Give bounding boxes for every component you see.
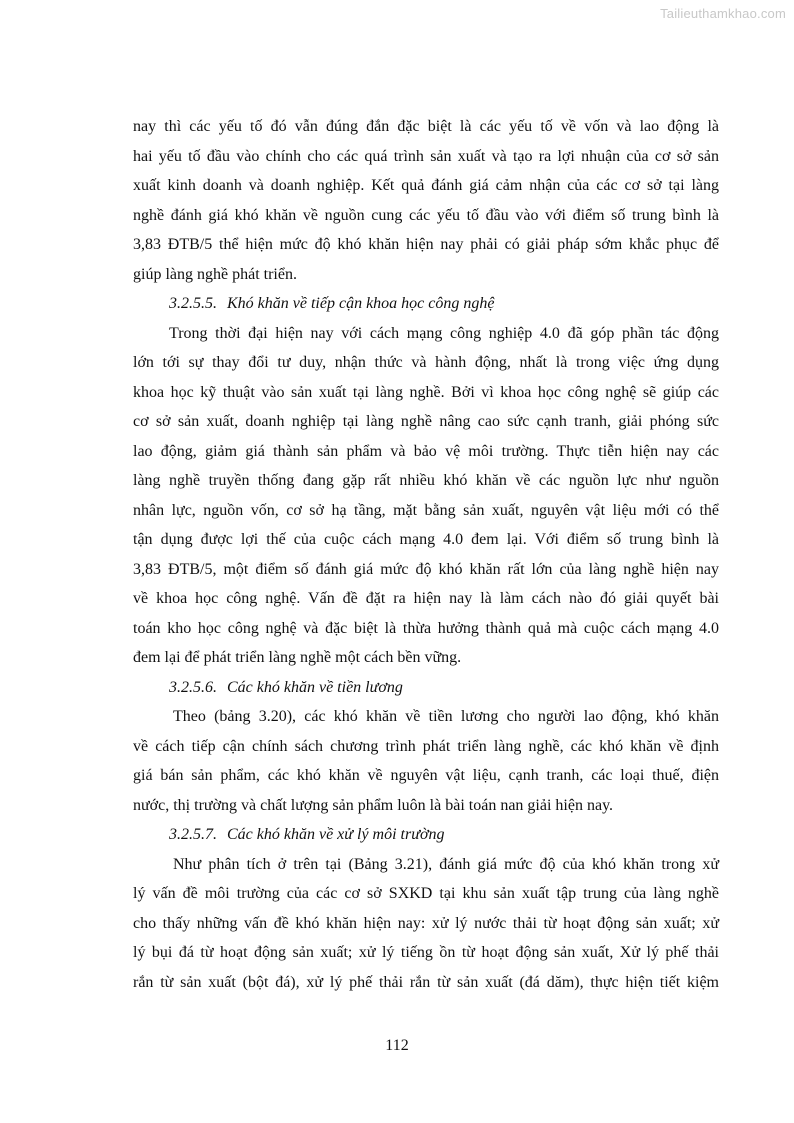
text-line: nghề đánh giá khó khăn về nguồn cung các yếu tố đầu vào với điểm số trung bình là: [133, 206, 719, 224]
document-page: [133, 112, 719, 997]
text-line: lý bụi đá từ hoạt động sản xuất; xử lý tiếng ồn từ hoạt động sản xuất, Xử lý phế thải: [133, 944, 719, 961]
text-line: khoa học kỹ thuật vào sản xuất tại làng nghề. Bởi vì khoa học công nghệ sẽ giúp các: [133, 383, 719, 401]
section-heading-3257: [133, 820, 719, 850]
section-number: 3.2.5.6.: [169, 678, 217, 696]
section-title: Các khó khăn về xử lý môi trường: [227, 826, 445, 843]
text-line: 3,83 ĐTB/5 thể hiện mức độ khó khăn hiện nay phải có giải pháp sớm khắc phục để: [133, 236, 719, 253]
text-line: nay thì các yếu tố đó vẫn đúng đắn đặc biệt là các yếu tố về vốn và lao động là: [133, 118, 719, 135]
section-title: Khó khăn về tiếp cận khoa học công nghệ: [227, 295, 495, 312]
text-line: toán kho học công nghệ và đặc biệt là thừa hưởng thành quả mà cuộc cách mạng 4.0: [133, 619, 719, 637]
page-number: 112: [385, 1037, 409, 1054]
section-title: Các khó khăn về tiền lương: [227, 678, 403, 696]
text-line: làng nghề truyền thống đang gặp rất nhiều khó khăn về các nguồn lực như nguồn: [133, 472, 719, 489]
section-number: 3.2.5.7.: [169, 826, 217, 843]
text-line: 3,83 ĐTB/5, một điểm số đánh giá mức độ khó khăn rất lớn của làng nghề hiện nay: [133, 560, 719, 578]
text-line: lao động, giảm giá thành sản phẩm và bảo vệ môi trường. Thực tiễn hiện nay các: [133, 442, 719, 460]
text-line: lý vấn đề môi trường của các cơ sở SXKD tại khu sản xuất tập trung của làng nghề: [133, 885, 719, 902]
section-3255-paragraph: [133, 319, 719, 673]
text-line: rắn từ sản xuất (bột đá), xử lý phế thải rắn từ sản xuất (đá dăm), thực hiện tiết kiệm: [133, 973, 719, 991]
section-heading-3256: [133, 673, 719, 703]
text-line: Như phân tích ở trên tại (Bảng 3.21), đánh giá mức độ của khó khăn trong xử: [173, 855, 719, 873]
section-heading-3255: [133, 289, 719, 319]
text-line: Theo (bảng 3.20), các khó khăn về tiền lương cho người lao động, khó khăn: [173, 708, 719, 725]
text-line: xuất kinh doanh và doanh nghiệp. Kết quả đánh giá cảm nhận của các cơ sở tại làng: [133, 177, 719, 194]
text-line: giúp làng nghề phát triển.: [133, 265, 297, 283]
text-line: hai yếu tố đầu vào chính cho các quá trình sản xuất và tạo ra lợi nhuận của cơ sở sản: [133, 147, 719, 165]
section-3256-paragraph: [133, 702, 719, 820]
text-line: tận dụng được lợi thế của cuộc cách mạng 4.0 đem lại. Với điểm số trung bình là: [133, 531, 719, 548]
text-line: lớn tới sự thay đổi tư duy, nhận thức và hành động, nhất là trong việc ứng dụng: [133, 354, 719, 371]
text-line: Trong thời đại hiện nay với cách mạng công nghiệp 4.0 đã góp phần tác động: [169, 324, 719, 342]
paragraph-continued: [133, 112, 719, 289]
text-line: về cách tiếp cận chính sách chương trình phát triển làng nghề, các khó khăn về định: [133, 737, 719, 755]
text-line: đem lại để phát triển làng nghề một cách bền vững.: [133, 649, 462, 666]
text-line: cho thấy những vấn đề khó khăn hiện nay: xử lý nước thải từ hoạt động sản xuất; xử: [133, 914, 719, 932]
watermark: Tailieuthamkhao.com: [660, 6, 786, 21]
text-line: cơ sở sản xuất, doanh nghiệp tại làng nghề nâng cao sức cạnh tranh, giải phóng sức: [133, 413, 719, 430]
text-line: về khoa học công nghệ. Vấn đề đặt ra hiện nay là làm cách nào đó giải quyết bài: [133, 590, 719, 607]
text-line: nhân lực, nguồn vốn, cơ sở hạ tầng, mặt bằng sản xuất, nguyên vật liệu mới có thể: [133, 501, 719, 519]
section-3257-paragraph: [133, 850, 719, 998]
section-number: 3.2.5.5.: [169, 295, 217, 312]
text-line: giá bán sản phẩm, các khó khăn về nguyên vật liệu, cạnh tranh, các loại thuế, điện: [133, 767, 719, 784]
text-line: nước, thị trường và chất lượng sản phẩm luôn là bài toán nan giải hiện nay.: [133, 796, 614, 814]
